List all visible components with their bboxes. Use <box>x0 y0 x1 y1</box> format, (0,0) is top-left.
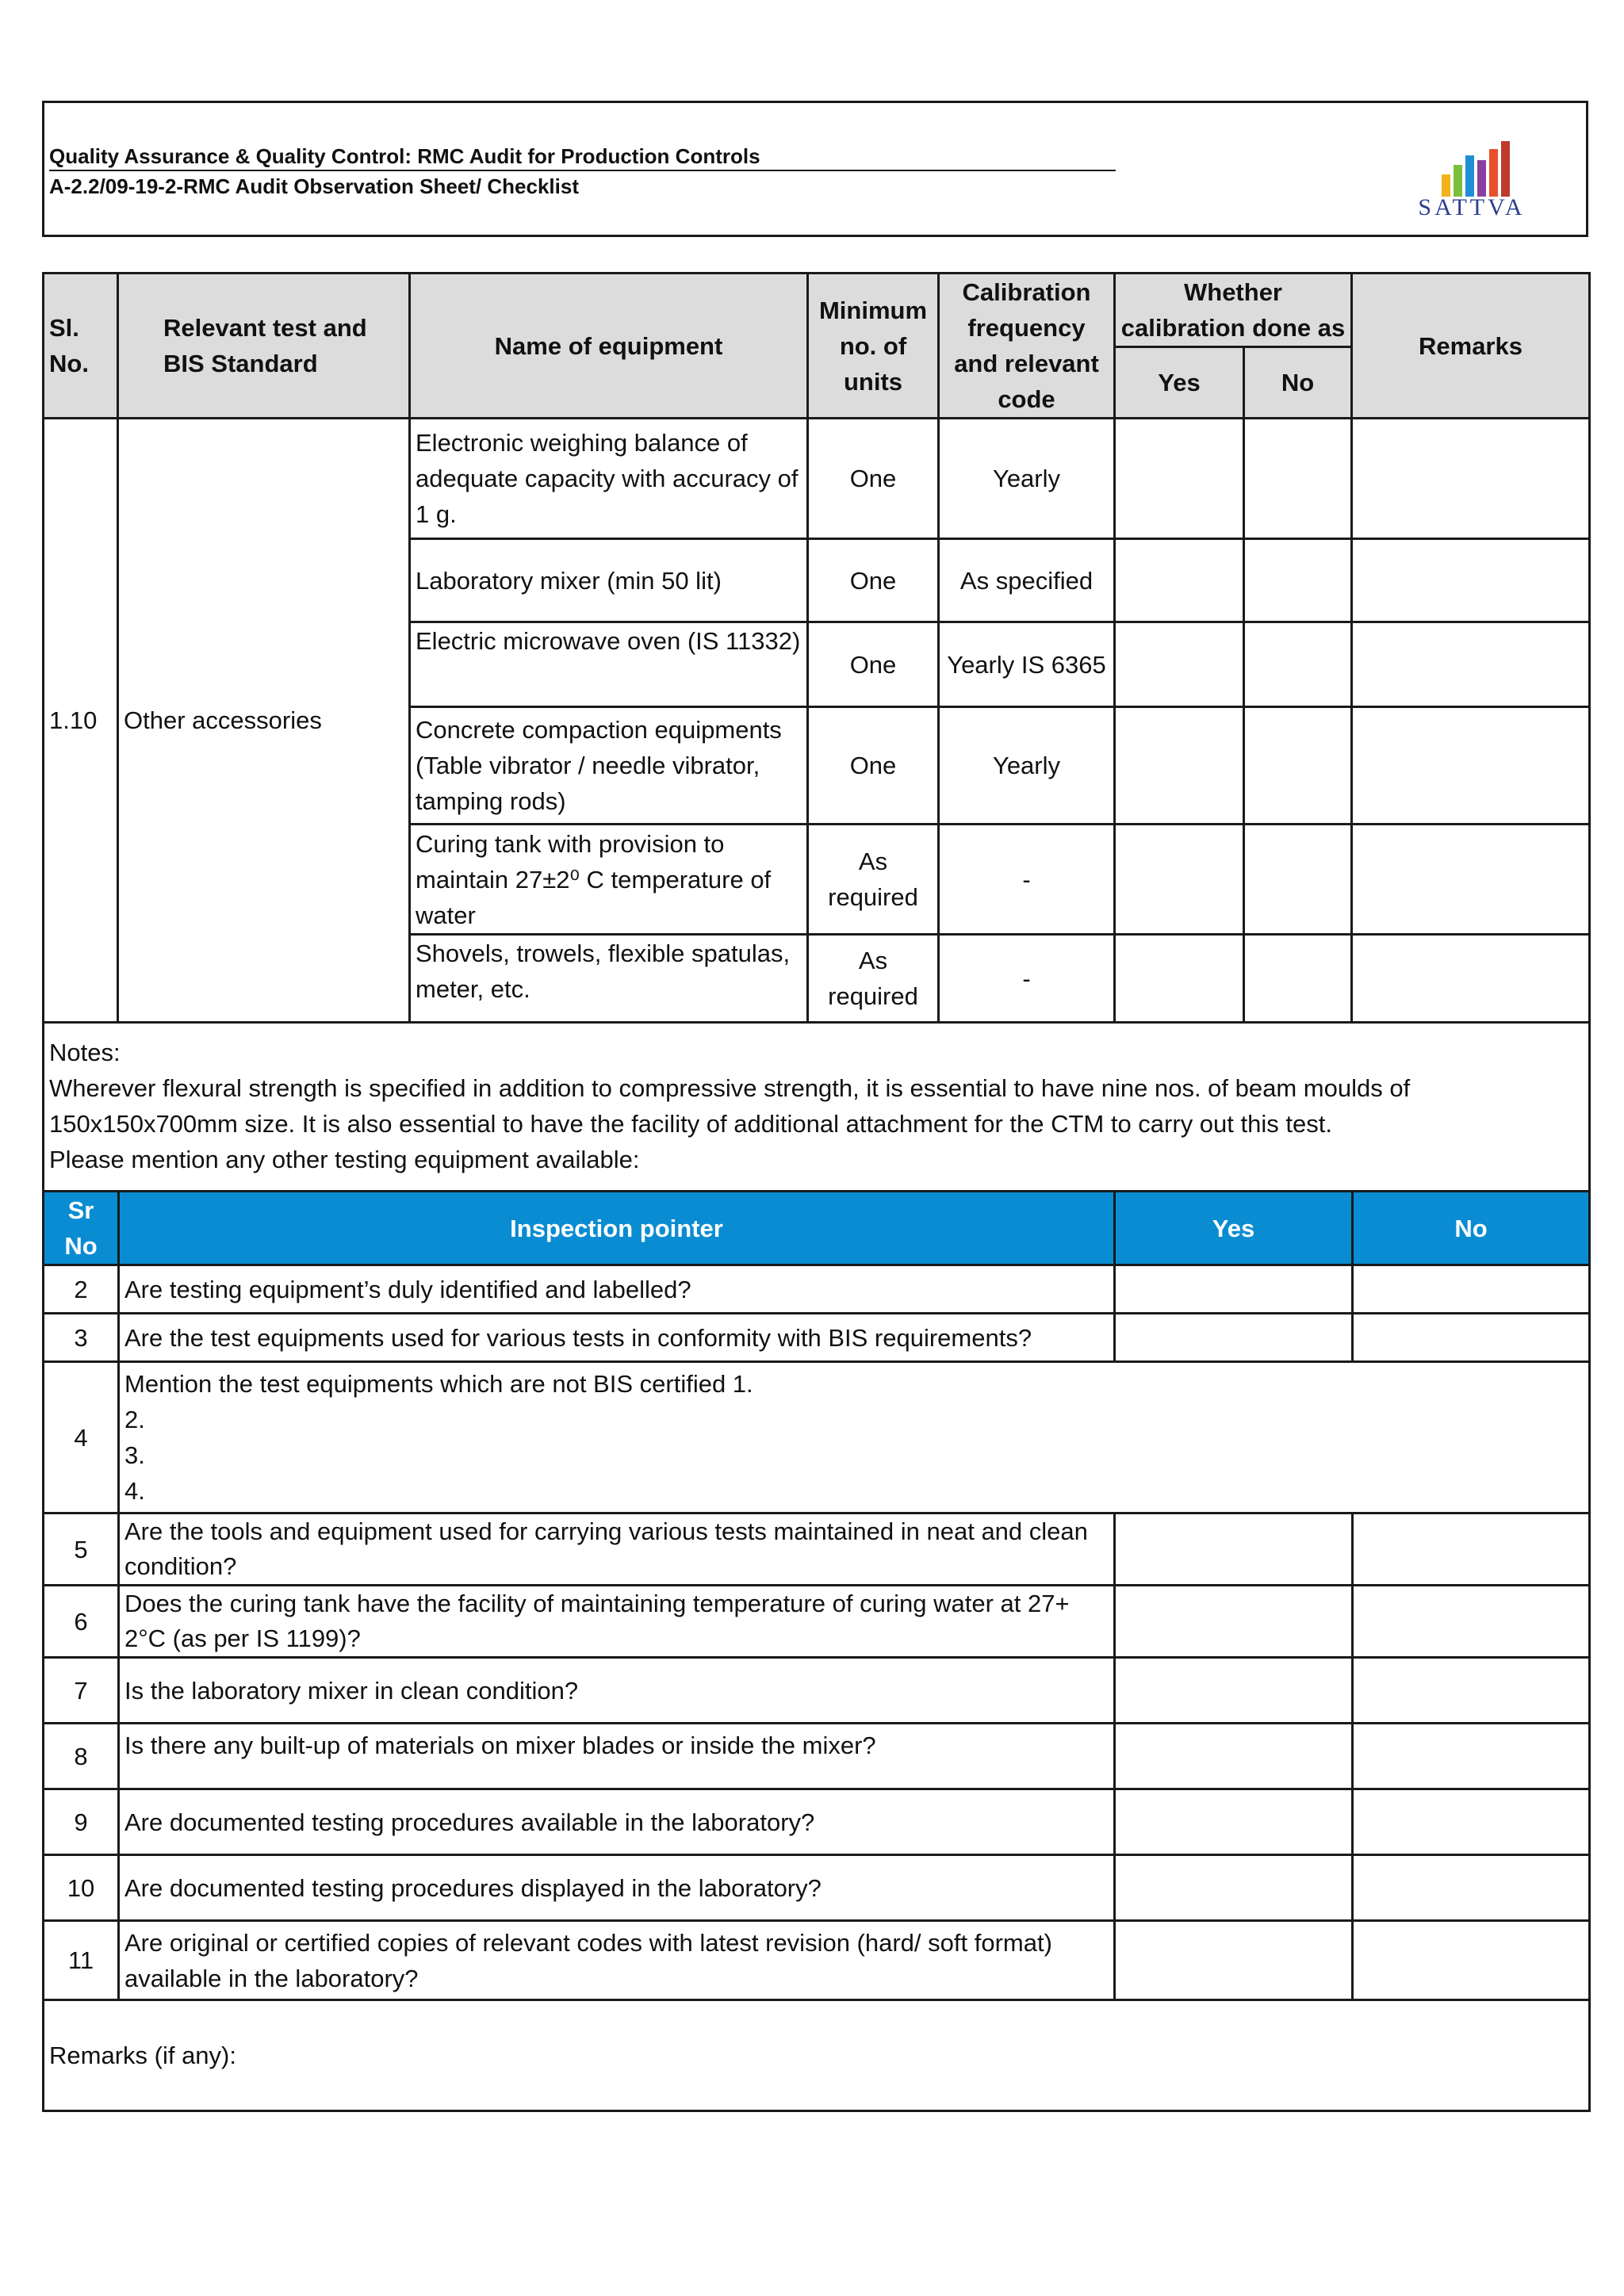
yes-cell[interactable] <box>1115 707 1244 825</box>
row-number: 6 <box>44 1586 119 1658</box>
inspection-question: Are documented testing procedures available in the laboratory? <box>119 1789 1115 1855</box>
no-cell[interactable] <box>1353 1789 1590 1855</box>
equipment-name: Electric microwave oven (IS 11332) <box>410 622 808 707</box>
no-cell[interactable] <box>1353 1855 1590 1921</box>
header-equipment: Name of equipment <box>410 274 808 419</box>
yes-cell[interactable] <box>1115 1789 1353 1855</box>
header-sl-no: Sl. No. <box>44 274 118 419</box>
no-cell[interactable] <box>1244 539 1352 622</box>
units-cell: One <box>808 622 939 707</box>
list-item: 3. <box>124 1441 145 1469</box>
remarks-cell[interactable] <box>1352 539 1590 622</box>
no-cell[interactable] <box>1353 1658 1590 1724</box>
header-calibration: Calibration frequency and relevant code <box>939 274 1115 419</box>
row-number: 10 <box>44 1855 119 1921</box>
yes-cell[interactable] <box>1115 1658 1353 1724</box>
yes-cell[interactable] <box>1115 935 1244 1023</box>
sl-no-cell: 1.10 <box>44 419 118 1023</box>
list-item: 2. <box>124 1406 145 1433</box>
no-cell[interactable] <box>1353 1724 1590 1789</box>
row-number: 8 <box>44 1724 119 1789</box>
units-cell: As required <box>808 935 939 1023</box>
equipment-name: Electronic weighing balance of adequate capacity with accuracy of 1 g. <box>410 419 808 539</box>
header-sr-no: Sr No <box>44 1192 119 1265</box>
header-whether: Whether calibration done as <box>1115 274 1352 347</box>
remarks-label: Remarks (if any): <box>49 2042 236 2069</box>
remarks-cell[interactable] <box>1352 419 1590 539</box>
yes-cell[interactable] <box>1115 1513 1353 1586</box>
calibration-cell: Yearly <box>939 707 1115 825</box>
remarks-cell[interactable] <box>1352 825 1590 935</box>
equipment-table <box>42 272 1591 1195</box>
row-number: 2 <box>44 1265 119 1314</box>
remarks-cell[interactable] <box>1352 935 1590 1023</box>
inspection-question: Are testing equipment’s duly identified and labelled? <box>119 1265 1115 1314</box>
calibration-cell: - <box>939 825 1115 935</box>
header-yes: Yes <box>1115 1192 1353 1265</box>
units-cell: As required <box>808 825 939 935</box>
no-cell[interactable] <box>1244 419 1352 539</box>
yes-cell[interactable] <box>1115 1265 1353 1314</box>
document-code: A-2.2/09-19-2-RMC Audit Observation Sheet/ Checklist <box>49 174 579 198</box>
equipment-name: Concrete compaction equipments (Table vibrator / needle vibrator, tamping rods) <box>410 707 808 825</box>
inspection-question: Are the tools and equipment used for carrying various tests maintained in neat and clean condition? <box>119 1513 1115 1586</box>
header-remarks: Remarks <box>1352 274 1590 419</box>
no-cell[interactable] <box>1244 622 1352 707</box>
row-number: 5 <box>44 1513 119 1586</box>
notes-other-equipment: Please mention any other testing equipment available: <box>49 1146 640 1173</box>
no-cell[interactable] <box>1244 707 1352 825</box>
yes-cell[interactable] <box>1115 419 1244 539</box>
notes-body: Wherever flexural strength is specified in addition to compressive strength, it is essential to have nine nos. of beam moulds of 150x150x700mm size. It is also essential to have the facility of additional attachment for the CTM to carry out this test. <box>49 1074 1411 1138</box>
units-cell: One <box>808 419 939 539</box>
test-cell: Other accessories <box>118 419 410 1023</box>
row-number: 3 <box>44 1314 119 1362</box>
yes-cell[interactable] <box>1115 1724 1353 1789</box>
logo-text: SATTVA <box>1418 194 1526 220</box>
remarks-field[interactable] <box>44 2000 1590 2111</box>
inspection-question: Is there any built-up of materials on mixer blades or inside the mixer? <box>119 1724 1115 1789</box>
no-cell[interactable] <box>1353 1265 1590 1314</box>
notes-heading: Notes: <box>49 1039 121 1066</box>
no-cell[interactable] <box>1353 1314 1590 1362</box>
calibration-cell: - <box>939 935 1115 1023</box>
inspection-question: Are original or certified copies of relevant codes with latest revision (hard/ soft format) available in the laboratory? <box>119 1921 1115 2000</box>
yes-cell[interactable] <box>1115 622 1244 707</box>
inspection-question: Is the laboratory mixer in clean condition? <box>119 1658 1115 1724</box>
inspection-question: Are the test equipments used for various tests in conformity with BIS requirements? <box>119 1314 1115 1362</box>
yes-cell[interactable] <box>1115 1921 1353 2000</box>
header-no: No <box>1244 347 1352 419</box>
list-item: Mention the test equipments which are not BIS certified 1. <box>124 1370 753 1398</box>
calibration-cell: As specified <box>939 539 1115 622</box>
header-no: No <box>1353 1192 1590 1265</box>
no-cell[interactable] <box>1244 935 1352 1023</box>
calibration-cell: Yearly IS 6365 <box>939 622 1115 707</box>
row-number: 9 <box>44 1789 119 1855</box>
inspection-question: Are documented testing procedures displayed in the laboratory? <box>119 1855 1115 1921</box>
non-bis-equipment-list[interactable] <box>119 1362 1590 1513</box>
inspection-table <box>42 1190 1591 2112</box>
units-cell: One <box>808 707 939 825</box>
document-title: Quality Assurance & Quality Control: RMC Audit for Production Controls <box>49 143 1116 171</box>
row-number: 11 <box>44 1921 119 2000</box>
no-cell[interactable] <box>1244 825 1352 935</box>
company-logo <box>1392 133 1551 220</box>
no-cell[interactable] <box>1353 1586 1590 1658</box>
notes-cell <box>44 1023 1590 1194</box>
remarks-cell[interactable] <box>1352 707 1590 825</box>
row-number: 7 <box>44 1658 119 1724</box>
no-cell[interactable] <box>1353 1921 1590 2000</box>
yes-cell[interactable] <box>1115 825 1244 935</box>
yes-cell[interactable] <box>1115 1314 1353 1362</box>
equipment-name: Shovels, trowels, flexible spatulas, meter, etc. <box>410 935 808 1023</box>
units-cell: One <box>808 539 939 622</box>
yes-cell[interactable] <box>1115 1586 1353 1658</box>
equipment-name: Curing tank with provision to maintain 27±2⁰ C temperature of water <box>410 825 808 935</box>
equipment-name: Laboratory mixer (min 50 lit) <box>410 539 808 622</box>
row-number: 4 <box>44 1362 119 1513</box>
calibration-cell: Yearly <box>939 419 1115 539</box>
remarks-cell[interactable] <box>1352 622 1590 707</box>
header-box <box>42 101 1588 237</box>
yes-cell[interactable] <box>1115 1855 1353 1921</box>
list-item: 4. <box>124 1477 145 1505</box>
header-test: Relevant test and BIS Standard <box>118 274 410 419</box>
header-min-units: Minimum no. of units <box>808 274 939 419</box>
yes-cell[interactable] <box>1115 539 1244 622</box>
header-yes: Yes <box>1115 347 1244 419</box>
inspection-question: Does the curing tank have the facility of maintaining temperature of curing water at 27+ 2°C (as per IS 1199)? <box>119 1586 1115 1658</box>
no-cell[interactable] <box>1353 1513 1590 1586</box>
header-pointer: Inspection pointer <box>119 1192 1115 1265</box>
